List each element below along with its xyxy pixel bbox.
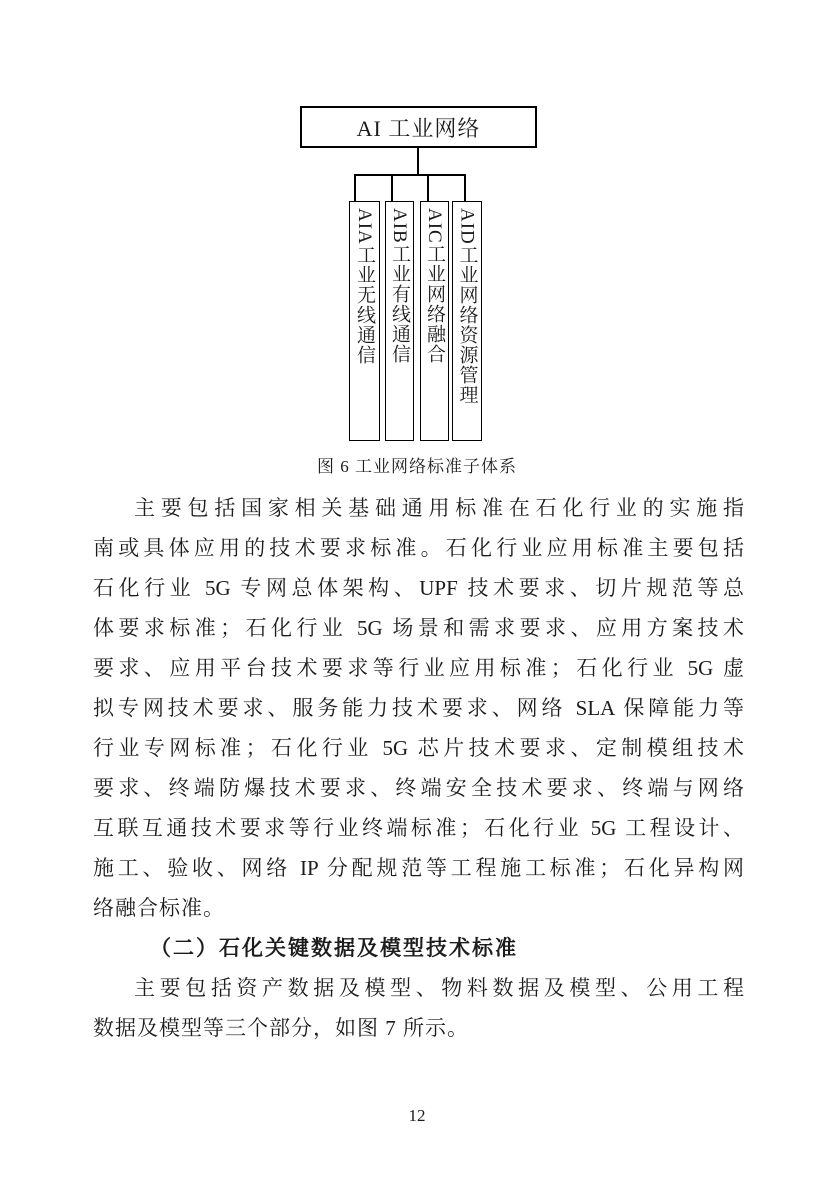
paragraph-line: 互联互通技术要求等行业终端标准；石化行业 5G 工程设计、: [93, 816, 744, 840]
connector-drop-3: [427, 174, 429, 201]
body-text: [93, 488, 744, 1048]
paragraph-line: 主要包括资产数据及模型、物料数据及模型、公用工程: [134, 976, 744, 1000]
paragraph-line: 主要包括国家相关基础通用标准在石化行业的实施指: [134, 496, 744, 520]
connector-drop-4: [464, 174, 466, 201]
connector-stem: [417, 148, 419, 174]
figure-child-box-1: [349, 201, 380, 441]
connector-crossbar: [355, 174, 466, 176]
figure-child-label-4: AID工业网络资源管理: [456, 208, 478, 405]
connector-drop-1: [354, 174, 356, 201]
paragraph-line: 络融合标准。: [93, 896, 225, 920]
paragraph-line: 行业专网标准；石化行业 5G 芯片技术要求、定制模组技术: [93, 736, 744, 760]
paragraph-line: 施工、验收、网络 IP 分配规范等工程施工标准；石化异构网: [93, 856, 744, 880]
figure-root-box: [300, 106, 537, 148]
paragraph-line: 石化行业 5G 专网总体架构、UPF 技术要求、切片规范等总: [93, 576, 744, 600]
figure-child-box-4: [452, 201, 482, 441]
figure-root-label: AI 工业网络: [356, 115, 481, 141]
figure-child-box-3: [420, 201, 449, 441]
figure-child-label-1: AIA工业无线通信: [354, 208, 375, 365]
paragraph-line: 拟专网技术要求、服务能力技术要求、网络 SLA 保障能力等: [93, 696, 744, 720]
page-number: 12: [408, 1106, 426, 1125]
paragraph-line: 数据及模型等三个部分，如图 7 所示。: [93, 1016, 469, 1040]
paragraph-line: 体要求标准；石化行业 5G 场景和需求要求、应用方案技术: [93, 616, 744, 640]
connector-drop-2: [391, 174, 393, 201]
paragraph-line: 要求、应用平台技术要求等行业应用标准；石化行业 5G 虚: [93, 656, 744, 680]
paragraph-line: 要求、终端防爆技术要求、终端安全技术要求、终端与网络: [93, 776, 744, 800]
figure-child-label-3: AIC工业网络融合: [424, 208, 445, 364]
figure-child-box-2: [385, 201, 414, 441]
section-heading: （二）石化关键数据及模型技术标准: [150, 936, 518, 960]
figure-caption: 图 6 工业网络标准子体系: [317, 457, 517, 476]
figure-child-label-2: AIB工业有线通信: [389, 208, 410, 364]
paragraph-line: 南或具体应用的技术要求标准。石化行业应用标准主要包括: [93, 536, 744, 560]
